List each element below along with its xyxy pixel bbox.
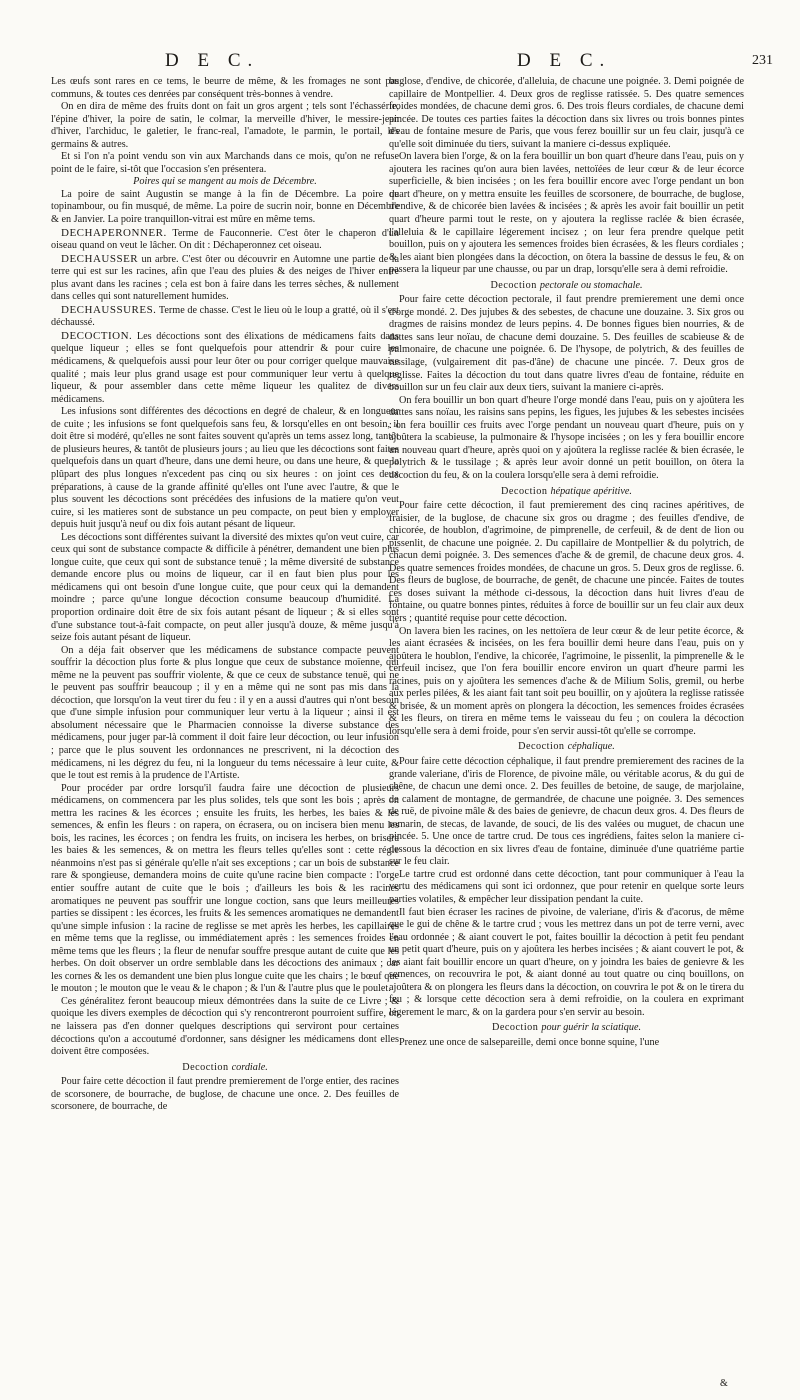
dictionary-entry — [51, 304, 399, 330]
body-paragraph: Pour faire cette décoction, il faut premierement des cinq racines apéritives, de fraisier, de la buglose, de chacune six gros ou dragme ; des feuilles d'endive, de chicorée, de houblon, d'agrimoine, de pimprenelle, de cerfeuil, & de dent de lion ou pissenlit, de chacune une poignée. 2. Du capillaire de Montpellier & du polytrich, de chacun demi poignée. 3. Des semences d'ache & de gremil, de chacune deux gros. 4. Des quatre semences froides mondées, de chacune un gros. 5. Deux gros de reglisse. 6. Des fleurs de buglose, de bourrache, de genêt, de chacune une pincée. Faites de toutes ces doses suivant la méthode ci-dessous, la décoction dans huit livres d'eau de fontaine, ou quatre bonnes pintes, réduites à force de bouillir sur un feu clair aux deux tiers ; quantité requise pour cette décoction. — [389, 500, 744, 624]
section-heading-subtitle: cordiale. — [231, 1061, 268, 1073]
section-heading-title: Decoction — [182, 1061, 229, 1073]
body-paragraph: Les décoctions sont différentes suivant la diversité des mixtes qu'on veut cuire, car ceux qui sont de substance compacte & difficile à pénétrer, demandent une bien plus longue cuite, que ceux qui sont de substance tenuë ; la même diversité de substance demande encore plus ou moins de liqueur, car il en faut bien plus pour les médicamens qui ont besoin d'une longue cuite, que pour ceux qui la demandent moindre ; parce qu'une longue décoction consume beaucoup d'humidité. La proportion ordinaire doit être de six fois autant pésant de liqueur ; & si elles sont d'une substance tout-à-fait compacte, on peut aller jusqu'à douze, & même jusqu'à seize fois autant pésant de liqueur. — [51, 531, 399, 644]
section-heading — [389, 486, 744, 499]
right-column — [389, 76, 744, 1376]
section-heading — [389, 1022, 744, 1035]
body-paragraph: Et si l'on n'a point vendu son vin aux Marchands dans ce mois, qu'on ne refuse point de le faire, si-tôt que l'occasion s'en présentera. — [51, 151, 399, 175]
body-paragraph: La poire de saint Augustin se mange à la fin de Décembre. La poire de topinambour, ou fin musqué, de même. La poire de sucrin noir, bonne en Décembre & en Janvier. La poire tranquillon-vitrai est mûre en même tems. — [51, 188, 399, 226]
section-heading-subtitle: pectorale ou stomachale. — [539, 279, 643, 291]
dictionary-entry — [51, 253, 399, 304]
entry-term: DECHAPERONNER. — [61, 226, 167, 239]
body-paragraph: On en dira de même des fruits dont on fait un gros argent ; tels sont l'échassérie, l'épine d'hiver, la poire de satin, le colmar, la merveille d'hiver, le messire-jean d'hiver, l'archiduc, le galetier, le franc-real, l'amadote, le parmin, le portail, les germains & autres. — [51, 101, 399, 150]
section-heading-subtitle: céphalique. — [567, 741, 615, 753]
dictionary-entry — [51, 227, 399, 253]
body-paragraph: Pour faire cette décoction céphalique, il faut prendre premierement des racines de la grande valeriane, d'iris de Florence, de pivoine mâle, ou véritable acorus, & du gui de chêne, de chacun une demi once. 2. Des feuilles de betoine, de sauge, de marjolaine, de calament de montagne, de germandrée, de chacune une poignée. 3. Des semences de ruë, de pivoine mâle & des baies de genievre, de chacun deux gros. 4. Des fleurs de romarin, de stecas, de lavande, de souci, de lis des valées ou muguet, de chacun une pincée. 5. Une once de tartre crud. De tous ces ingrédiens, faites selon la maniere ci-dessous la décoction en six livres d'eau de fontaine, diminuée d'une quatriéme partie sur le feu clair. — [389, 755, 744, 868]
section-heading — [389, 280, 744, 293]
body-paragraph: Pour procéder par ordre lorsqu'il faudra faire une décoction de plusieurs médicamens, on commencera par les plus solides, tels que sont les bois ; après on mettra les racines & les écorces ; ensuite les fruits, les herbes, les baies & les semences, & enfin les fleurs : on rapera, on écrasera, ou on incisera bien menu les bois, les racines, les écorces ; on fendra les fruits, on incisera les herbes, on brisera les baies & les semences, & on mettra les fleurs telles qu'elles sont : cette régle néanmoins n'est pas si générale qu'elle n'ait ses exceptions ; car un bois de substance rare & spongieuse, demandera moins de cuite qu'une racine bien compacte : l'orge entier souffre autant de cuite que le bois ; d'ailleurs les bois & les racines aromatiques ne peuvent pas souffrir une longue coction, sans que leurs meilleures parties se dissipent : les écorces, les fruits & les semences aromatiques ne demandent qu'une simple infusion : la racine de reglisse se met après les herbes, les capillaires en même tems que la reglisse, ou immédiatement après : les semences froides en même tems que les fleurs ; la fleur de nenufar souffre presque autant de cuite que les herbes. On doit observer un ordre semblable dans les décoctions des animaux ; car les cornes & les os demandent une bien plus longue cuite que les chairs ; le bœuf que le mouton ; le mouton que le veau & le chapon ; & l'un & l'autre plus que le poulet. — [51, 782, 399, 995]
running-head-left: D E C. — [165, 50, 260, 71]
body-paragraph: Les infusions sont différentes des décoctions en degré de chaleur, & en longueur de cuite ; les infusions se font quelquefois sans feu, & lorsqu'elles en ont besoin, il doit être si modéré, qu'elles ne sont faites souvent qu'après un tems assez long, tantôt de plusieurs heures, & tantôt de plusieurs jours ; au lieu que les décoctions sont faites quelquefois dans un quart d'heure, dans une demi heure, ou dans une heure, & que la plûpart des plus longues n'excedent pas cinq ou six heures : on joint ces deux préparations, à cause de la grande affinité qu'elles ont l'une avec l'autre, & que le plus souvent les décoctions sont précédées des infusions de la matiere qu'on veut cuire, si les matieres sont de substance un peu compacte, on peut bien y employer depuis huit jusqu'à neuf ou dix fois autant pésant de liqueur. — [51, 406, 399, 531]
entry-body: Les décoctions sont des élixations de médicamens faits dans quelque liqueur ; elles se font quelquefois pour attendrir & pour cuire les médicamens, & quelquefois aussi pour leur ôter ou pour corriger quelque mauvaise qualité ; mais leur plus grand usage est pour communiquer leur vertu à quelque liqueur, & pour assembler dans cette même liqueur les qualitez de divers médicamens. — [51, 330, 399, 405]
section-heading — [389, 741, 744, 754]
body-paragraph: Pour faire cette décoction pectorale, il faut prendre premierement une demi once d'orge mondé. 2. Des jujubes & des sebestes, de chacune une douzaine. 3. Six gros ou dragmes de raisins mondez de leurs pepins. 4. De bonnes figues bien nourries, & de dattes sans leur noïau, de chacune demi douzaine. 5. Des feuilles de scabieuse & de pulmonaire, de chacune une poignée. 6. De l'hysope, de polytrich, & des feuilles de tussilage, (vulgairement dit pas-d'âne) de chacune une pincée. 7. Deux gros de reglisse. Faites la décoction du tout dans quatre livres d'eau de fontaine, réduite en bouillon sur un feu clair aux deux tiers, suivant la maniere ci-après. — [389, 294, 744, 394]
body-paragraph: On a déja fait observer que les médicamens de substance compacte peuvent souffrir la décoction plus forte & plus longue que ceux de substance moïenne, qui même ne la peuvent pas souffrir violente, & que ce ceux de substance tenuë, qui ne le peuvent pas souffrir beaucoup ; il y en a même qui ne sont pas mis dans la décoction, que lorsqu'on la veut tirer du feu : il y en a aussi d'autres qui n'ont besoin que d'une simple infusion pour communiquer leur vertu à la liqueur ; ainsi il est absolument nécessaire que le Pharmacien connoisse la diverse substance des médicamens, pour juger par-là comment il doit faire leur décoction, ou leur infusion ; parce que le plus souvent les ordonnances ne prescrivent, ni la décoction des médicamens, ni les dégrez du feu, ni la longueur du tems nécessaire à leur cuite, & que le tout est remis à la prudence de l'Artiste. — [51, 644, 399, 782]
body-paragraph: On fera bouillir un bon quart d'heure l'orge mondé dans l'eau, puis on y ajoûtera les dattes sans noïau, les raisins sans pepins, les figues, les jujubes & les sebestes incisées : on fera bouillir ces fruits avec l'orge pendant un nouveau quart d'heure, puis on y ajoûtera la scabieuse, la pulmonaire & l'hysope incisées ; on les y fera bouillir encore un nouveau quart d'heure, après quoi on y ajoûtera la reglisse raclée & bien écrasée, le polytrich & le tussilage ; & après leur avoir donné un petit bouillon, on ôtera la décoction du feu, & on la coulera lorsqu'elle sera à demi refroidie. — [389, 394, 744, 481]
entry-body: Terme de Fauconnerie. C'est ôter le chaperon d'un oiseau quand on veut le lâcher. On dit : Déchaperonnez cet oiseau. — [51, 227, 399, 252]
left-column — [51, 76, 399, 1376]
body-paragraph: Il faut bien écraser les racines de pivoine, de valeriane, d'iris & d'acorus, de même que le gui de chêne & le tartre crud ; vous les mettrez dans un pot de terre verni, avec l'eau ordonnée ; & aiant couvert le pot, faites bouillir la décoction à petit feu pendant un petit quart d'heure, puis on y ajoûtera les herbes incisées ; & aiant couvert le pot, & les aiant fait bouillir encore un quart d'heure, on y joindra les baies de genievre & les semences, on recouvrira le pot, & aiant donné au tout quatre ou cinq bouillons, on ajoûtera & on plongera les fleurs dans la décoction, on couvrira le pot & on le tirera du feu ; & lorsque cette décoction sera à demi refroidie, on la coulera en exprimant légerement le marc, & on la gardera pour s'en servir au besoin. — [389, 906, 744, 1018]
section-heading — [51, 1062, 399, 1075]
section-heading-title: Decoction — [501, 485, 548, 497]
dictionary-entry — [51, 330, 399, 406]
body-paragraph: Les œufs sont rares en ce tems, le beurre de même, & les fromages ne sont pas communs, & toutes ces denrées par conséquent très-bonnes à vendre. — [51, 76, 399, 100]
section-heading-title: Decoction — [491, 1022, 539, 1034]
body-paragraph: Prenez une once de salsepareille, demi once bonne squine, l'une — [399, 1037, 660, 1049]
body-paragraph: buglose, d'endive, de chicorée, d'alleluia, de chacune une poignée. 3. Demi poignée de capillaire de Montpellier. 4. Deux gros de reglisse ratissée. 5. Des quatre semences froides mondées, de chacune demi gros. 6. Des trois fleurs cordiales, de chacune demi pincée. De toutes ces parties faites la décoction dans six livres ou trois bonnes pintes d'eau de fontaine mesure de Paris, que vous ferez bouillir sur un feu clair, jusqu'à ce qu'elle soit diminuée du tiers, suivant la maniere ci-dessus expliquée. — [389, 76, 744, 150]
body-paragraph: Ces généralitez feront beaucoup mieux démontrées dans la suite de ce Livre ; & quoique les divers exemples de décoction qui s'y rencontreront pourroient suffire, on ne laissera pas d'en donner quelques descriptions qui serviront pour certaines décoctions qu'on a accoutumé d'ordonner, sans désigner les médicamens dont elles doivent être composées. — [51, 995, 399, 1058]
section-heading-title: Decoction — [518, 741, 565, 753]
body-paragraph: On lavera bien les racines, on les nettoïera de leur cœur & de leur petite écorce, & les aiant écrasées & incisées, on les fera bouillir demi heure dans l'eau, puis on y ajoûtera le houblon, l'endive, la chicorée, l'agrimoine, le pissenlit, la pimprenelle & le cerfeuil incisez, que l'on fera bouillir encore environ un quart d'heure parmi les racines, puis on y ajoûtera les semences d'ache & de Milium Solis, gremil, ou herbe aux perles pilées, & les aiant fait tant soit peu bouillir, on y ajoûtera la reglisse ratissée & brisée, & un moment après on plongera la décoction, les semences froides écrasées & les fleurs, on tirera en même tems le vaisseau du feu ; on coulera la décoction lorsqu'elle sera à demi froide, pour s'en servir aussi-tôt qu'elle se corrompe. — [389, 625, 744, 737]
entry-body: Terme de chasse. C'est le lieu où le loup a gratté, où il s'est déchaussé. — [51, 304, 399, 329]
section-heading-subtitle: hépatique apéritive. — [550, 485, 632, 497]
body-paragraph: Le tartre crud est ordonné dans cette décoction, tant pour communiquer à l'eau la vertu des médicamens qui sont ici ordonnez, que pour retenir en quelque sorte leurs parties volatiles, & empêcher leur dissipation pendant la cuite. — [389, 868, 744, 905]
entry-term: DECOCTION. — [61, 329, 133, 342]
entry-term: DECHAUSSER — [61, 252, 139, 265]
section-heading-title: Decoction — [490, 279, 537, 291]
catchword: & — [720, 1378, 728, 1389]
page-number: 231 — [752, 53, 773, 68]
body-paragraph: Pour faire cette décoction il faut prendre premierement de l'orge entier, des racines de scorsonere, de bourrache, de buglose, de chacune une once. 2. Des feuilles de scorsonere, de bourrache, de — [51, 1076, 399, 1113]
entry-term: DECHAUSSURES. — [61, 303, 157, 316]
subsection-caption: Poires qui se mangent au mois de Décembre. — [133, 176, 317, 188]
body-paragraph: On lavera bien l'orge, & on la fera bouillir un bon quart d'heure dans l'eau, puis on y ajoutera les racines qu'on aura bien lavées, nettoïées de leur cœur & de leur écorce superficielle, & bien incisées ; on les fera bouillir encore avec l'orge pendant un bon quart d'heure, on y mettra ensuite les feuilles de scorsonere, de bourrache, de buglose, d'endive, & de chicorée bien lavées & incisées ; & après les avoir fait bouillir un petit quart d'heure parmi tout le reste, on y ajoutera la reglisse raclée & bien écrasée, l'alleluia & le capillaire légerement incisez ; on leur fera prendre quelque petit bouillon, puis on y ajoutera les semences froides bien écrasées, & les fleurs cordiales ; & les aiant bien plongées dans la décoction, on ôtera la bassine de dessus le feu, & on passera la liqueur par une chausse, ou par un drap, lorsqu'elle sera à demi refroidie. — [389, 151, 744, 276]
running-head-right: D E C. — [517, 50, 612, 71]
entry-body: un arbre. C'est ôter ou découvrir en Automne une partie de la terre qui est sur les racines, afin que l'eau des pluies & des neiges de l'hiver entre plus avant dans les racines ; cela est bon à faire dans les terres sèches, & nullement dans celles qui sont naturellement humides. — [51, 253, 399, 303]
section-heading-subtitle: pour guérir la sciatique. — [541, 1022, 642, 1034]
